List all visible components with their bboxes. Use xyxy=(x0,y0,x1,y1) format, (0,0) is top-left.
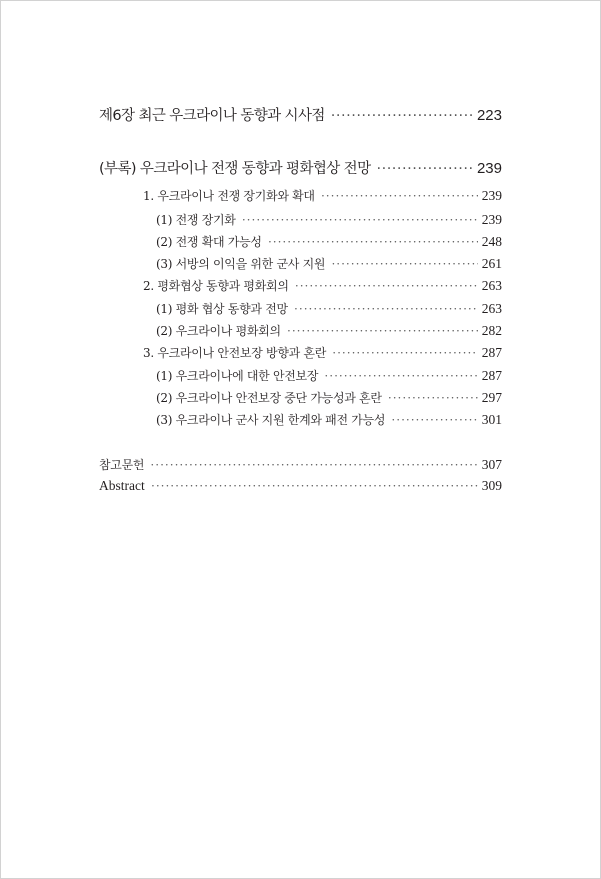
dot-leader xyxy=(268,234,478,250)
dot-leader xyxy=(150,457,478,473)
toc-entry-section-1-1[interactable] xyxy=(156,211,502,228)
toc-entry-section-3-2[interactable] xyxy=(156,389,502,406)
toc-title: Abstract xyxy=(99,478,145,493)
toc-title: 참고문헌 xyxy=(99,458,145,472)
dot-leader xyxy=(294,301,478,317)
toc-title: (부록) 우크라이나 전쟁 동향과 평화협상 전망 xyxy=(99,161,371,177)
dot-leader xyxy=(321,188,478,204)
dot-leader xyxy=(324,368,478,384)
toc-page-number: 297 xyxy=(481,390,502,405)
toc-entry-abstract[interactable] xyxy=(99,478,502,494)
toc-page-number: 239 xyxy=(476,160,502,177)
toc-title: 2. 평화협상 동향과 평화회의 xyxy=(143,279,289,293)
dot-leader xyxy=(151,478,478,494)
dot-leader xyxy=(331,108,473,124)
toc-entry-references[interactable] xyxy=(99,456,502,473)
toc-page-number: 287 xyxy=(481,368,502,383)
toc-title: (1) 우크라이나에 대한 안전보장 xyxy=(156,369,319,383)
toc-entry-section-1-3[interactable] xyxy=(156,255,502,272)
dot-leader xyxy=(295,278,478,294)
toc-entry-section-2-1[interactable] xyxy=(156,300,502,317)
toc-page-number: 261 xyxy=(481,256,502,271)
dot-leader xyxy=(388,390,478,406)
toc-page-number: 309 xyxy=(481,478,502,493)
toc-page-number: 263 xyxy=(481,278,502,293)
toc-entry-section-1-2[interactable] xyxy=(156,233,502,250)
toc-title: 1. 우크라이나 전쟁 장기화와 확대 xyxy=(143,189,315,203)
toc-title: (2) 우크라이나 안전보장 중단 가능성과 혼란 xyxy=(156,391,382,405)
toc-page-number: 287 xyxy=(481,345,502,360)
toc-entry-chapter-6[interactable] xyxy=(99,104,502,125)
toc-entry-appendix[interactable] xyxy=(99,157,502,178)
dot-leader xyxy=(242,212,478,228)
toc-page-number: 263 xyxy=(481,301,502,316)
toc-entry-section-3-1[interactable] xyxy=(156,367,502,384)
toc-entry-section-3[interactable] xyxy=(143,344,502,361)
toc-entry-section-1[interactable] xyxy=(143,187,502,204)
toc-entry-section-3-3[interactable] xyxy=(156,411,502,428)
dot-leader xyxy=(332,345,478,361)
toc-page-number: 301 xyxy=(481,412,502,427)
dot-leader xyxy=(376,161,472,177)
toc-page-number: 239 xyxy=(481,188,502,203)
toc-title: 3. 우크라이나 안전보장 방향과 혼란 xyxy=(143,346,326,360)
toc-page-number: 307 xyxy=(481,457,502,472)
toc-title: (2) 전쟁 확대 가능성 xyxy=(156,235,262,249)
dot-leader xyxy=(287,323,478,339)
toc-title: (2) 우크라이나 평화회의 xyxy=(156,324,281,338)
toc-title: (3) 서방의 이익을 위한 군사 지원 xyxy=(156,257,326,271)
toc-title: (1) 전쟁 장기화 xyxy=(156,213,236,227)
toc-title: 제6장 최근 우크라이나 동향과 시사점 xyxy=(99,108,325,124)
toc-entry-section-2-2[interactable] xyxy=(156,322,502,339)
toc-title: (1) 평화 협상 동향과 전망 xyxy=(156,302,288,316)
toc-page-number: 223 xyxy=(476,107,502,124)
dot-leader xyxy=(391,412,478,428)
toc-entry-section-2[interactable] xyxy=(143,277,502,294)
toc-page-number: 282 xyxy=(481,323,502,338)
dot-leader xyxy=(331,256,478,272)
toc-page-number: 239 xyxy=(481,212,502,227)
toc-title: (3) 우크라이나 군사 지원 한계와 패전 가능성 xyxy=(156,413,386,427)
toc-page-number: 248 xyxy=(481,234,502,249)
